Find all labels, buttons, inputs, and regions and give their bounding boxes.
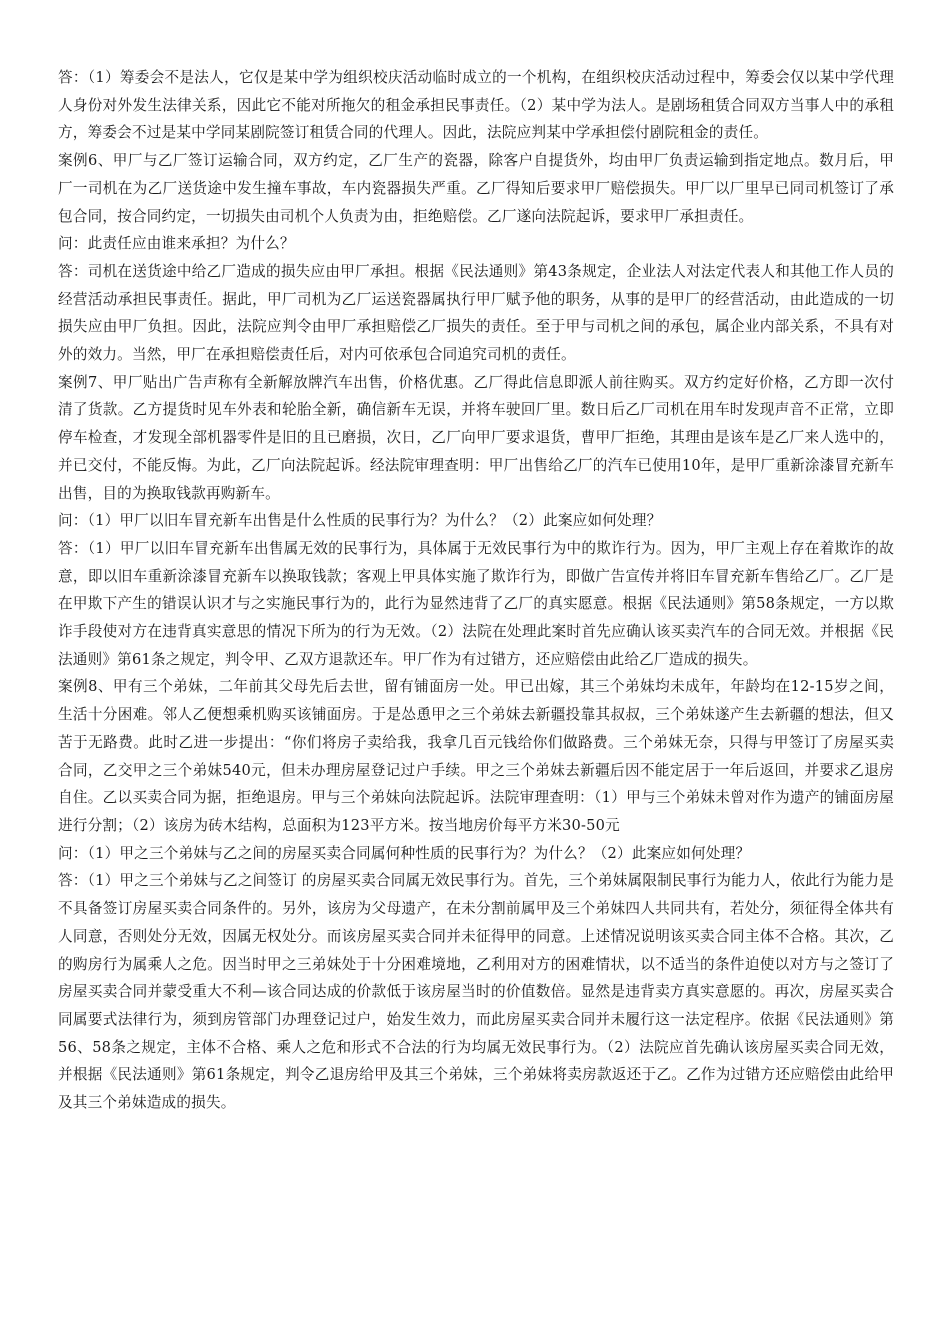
answer-case-5: 答：（1）筹委会不是法人，它仅是某中学为组织校庆活动临时成立的一个机构，在组织校庆活动过程中，筹委会仅以某中学代理人身份对外发生法律关系，因此它不能对所拖欠的租金承担民事责任。（2）某中学为法人。是剧场租赁合同双方当事人中的承租方，筹委会不过是某中学同某剧院签订租赁合同的代理人。因此，法院应判某中学承担偿付剧院租金的责任。 — [58, 69, 894, 142]
case-7-answer: 答：（1）甲厂以旧车冒充新车出售属无效的民事行为，具体属于无效民事行为中的欺诈行为。因为，甲厂主观上存在着欺诈的故意，即以旧车重新涂漆冒充新车以换取钱款；客观上甲具体实施了欺诈行为，即做广告宣传并将旧车冒充新车售给乙厂。乙厂是在甲欺下产生的错误认识才与之实施民事行为的，此行为显然违背了乙厂的真实愿意。根据《民法通则》第58条规定，一方以欺诈手段使对方在违背真实意思的情况下所为的行为无效。（2）法院在处理此案时首先应确认该买卖汽车的合同无效。并根据《民法通则》第61条之规定，判令甲、乙双方退款还车。甲厂作为有过错方，还应赔偿由此给乙厂造成的损失。 — [58, 539, 894, 668]
case-8-question: 问：（1）甲之三个弟妹与乙之间的房屋买卖合同属何种性质的民事行为？为什么？（2）此案应如何处理？ — [58, 844, 751, 862]
case-8-description: 案例8、甲有三个弟妹，二年前其父母先后去世，留有铺面房一处。甲已出嫁，其三个弟妹均未成年，年龄均在12-15岁之间，生活十分困难。邻人乙便想乘机购买该铺面房。于是怂恿甲之三个弟妹去新疆投靠其叔叔，三个弟妹遂产生去新疆的想法，但又苦于无路费。此时乙进一步提出：“你们将房子卖给我，我拿几百元钱给你们做路费。三个弟妹无奈，只得与甲签订了房屋买卖合同，乙交甲之三个弟妹540元，但未办理房屋登记过户手续。甲之三个弟妹去新疆后因不能定居于一年后返回，并要求乙退房自住。乙以买卖合同为据，拒绝退房。甲与三个弟妹向法院起诉。法院审理查明：（1）甲与三个弟妹未曾对作为遗产的铺面房屋进行分割；（2）该房为砖木结构，总面积为123平方米。按当地房价每平方米30-50元 — [58, 678, 894, 834]
case-6-answer: 答：司机在送货途中给乙厂造成的损失应由甲厂承担。根据《民法通则》第43条规定，企业法人对法定代表人和其他工作人员的经营活动承担民事责任。据此，甲厂司机为乙厂运送瓷器属执行甲厂赋予他的职务，从事的是甲厂的经营活动，由此造成的一切损失应由甲厂负担。因此，法院应判令由甲厂承担赔偿乙厂损失的责任。至于甲与司机之间的承包，属企业内部关系，不具有对外的效力。当然，甲厂在承担赔偿责任后，对内可依承包合同追究司机的责任。 — [58, 262, 894, 364]
case-8-answer: 答：（1）甲之三个弟妹与乙之间签订 的房屋买卖合同属无效民事行为。首先，三个弟妹属限制民事行为能力人，依此行为能力是不具备签订房屋买卖合同条件的。另外，该房为父母遗产，在未分割前属甲及三个弟妹四人共同共有，若处分，须征得全体共有人同意，否则处分无效，因属无权处分。而该房屋买卖合同并未征得甲的同意。上述情况说明该买卖合同主体不合格。其次，乙的购房行为属乘人之危。因当时甲之三弟妹处于十分困难境地，乙利用对方的困难情状，以不适当的条件迫使以对方与之签订了房屋买卖合同并蒙受重大不利—该合同达成的价款低于该房屋当时的价值数倍。显然是违背卖方真实意愿的。再次，房屋买卖合同属要式法律行为，须到房管部门办理登记过户，始发生效力，而此房屋买卖合同并未履行这一法定程序。依据《民法通则》第56、58条之规定，主体不合格、乘人之危和形式不合法的行为均属无效民事行为。（2）法院应首先确认该房屋买卖合同无效，并根据《民法通则》第61条规定，判令乙退房给甲及其三个弟妹，三个弟妹将卖房款返还于乙。乙作为过错方还应赔偿由此给甲及其三个弟妹造成的损失。 — [58, 872, 894, 1112]
case-7-description: 案例7、甲厂贴出广告声称有全新解放牌汽车出售，价格优惠。乙厂得此信息即派人前往购买。双方约定好价格，乙方即一次付清了货款。乙方提货时见车外表和轮胎全新，确信新车无误，并将车驶回厂里。数日后乙厂司机在用车时发现声音不正常，立即停车检查，才发现全部机器零件是旧的且已磨损，次日，乙厂向甲厂要求退货，曹甲厂拒绝，其理由是该车是乙厂来人选中的，并已交付，不能反悔。为此，乙厂向法院起诉。经法院审理查明：甲厂出售给乙厂的汽车已使用10年，是甲厂重新涂漆冒充新车出售，目的为换取钱款再购新车。 — [58, 373, 894, 502]
case-6-question: 问：此责任应由谁来承担？为什么？ — [58, 235, 295, 253]
case-6-description: 案例6、甲厂与乙厂签订运输合同，双方约定，乙厂生产的瓷器，除客户自提货外，均由甲厂负责运输到指定地点。数月后，甲厂一司机在为乙厂送货途中发生撞车事故，车内瓷器损失严重。乙厂得知后要求甲厂赔偿损失。甲厂以厂里早已同司机签订了承包合同，按合同约定，一切损失由司机个人负责为由，拒绝赔偿。乙厂遂向法院起诉，要求甲厂承担责任。 — [58, 152, 894, 225]
document-body — [58, 64, 894, 1117]
case-7-question: 问：（1）甲厂以旧车冒充新车出售是什么性质的民事行为？为什么？（2）此案应如何处理？ — [58, 512, 662, 530]
